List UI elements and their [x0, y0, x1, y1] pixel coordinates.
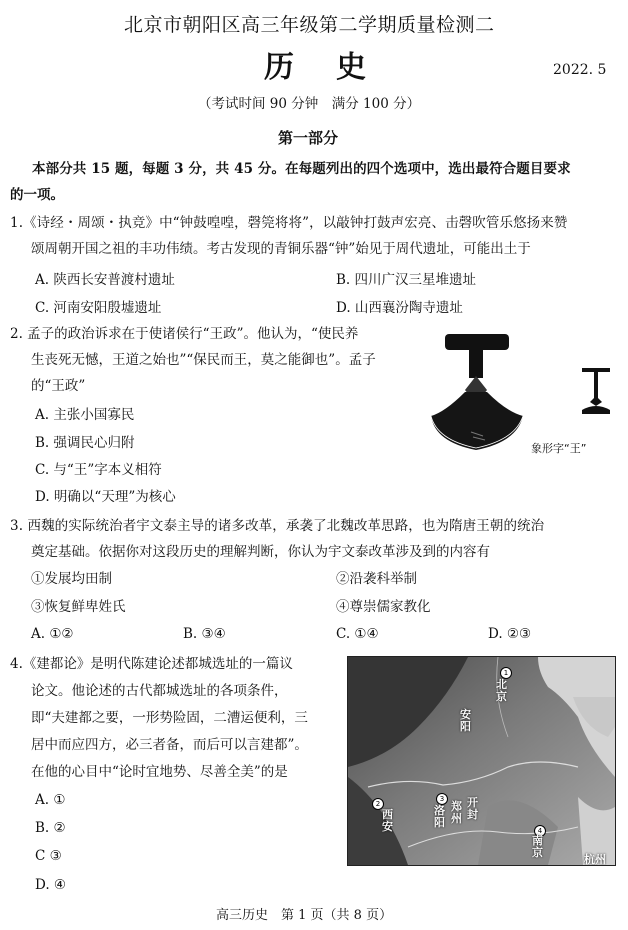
q3-item-4: ④尊崇儒家教化 — [336, 599, 431, 615]
q2-stem-line2: 生丧死无憾，王道之始也”“保民而王，莫之能御也”。孟子 — [31, 352, 376, 368]
figure-caption: 象形字“王” — [531, 442, 587, 455]
map-label-kaifeng: 开封 — [467, 796, 478, 821]
map-marker-3: 3 — [436, 793, 448, 805]
map-label-nanjing: 南京 — [532, 834, 543, 859]
capital-cities-map — [347, 656, 616, 866]
q2-option-d: D. 明确以“天理”为核心 — [35, 489, 176, 505]
terrain-map-image — [348, 657, 615, 865]
part-intro-line1: 本部分共 15 题，每题 3 分，共 45 分。在每题列出的四个选项中，选出最符合题目要求 — [32, 161, 571, 177]
q2-stem-line3: 的“王政” — [31, 378, 86, 394]
q1-stem-line2: 颂周朝开国之祖的丰功伟绩。考古发现的青铜乐器“钟”始见于周代遗址，可能出土于 — [31, 241, 531, 257]
q4-option-b: B. ② — [35, 820, 66, 836]
q1-option-c: C. 河南安阳殷墟遗址 — [35, 300, 162, 316]
q2-stem-line1: 2. 孟子的政治诉求在于使诸侯行“王政”。他认为，“使民养 — [10, 326, 359, 342]
part-intro-line2: 的一项。 — [10, 187, 64, 203]
q3-option-d: D. ②③ — [488, 626, 532, 642]
map-label-xian: 西安 — [382, 808, 393, 833]
map-marker-4: 4 — [534, 825, 546, 837]
q3-stem-line1: 3. 西魏的实际统治者宇文泰主导的诸多改革，承袭了北魏改革思路，也为隋唐王朝的统治 — [10, 518, 545, 534]
map-marker-1: 1 — [500, 667, 512, 679]
exam-title: 北京市朝阳区高三年级第二学期质量检测二 — [124, 14, 495, 36]
q4-stem-line3: 即“夫建都之要，一形势险固，二漕运便利，三 — [31, 710, 308, 726]
q1-option-d: D. 山西襄汾陶寺遗址 — [336, 300, 463, 316]
bronze-axe-figure — [425, 332, 530, 456]
q2-option-a: A. 主张小国寡民 — [35, 407, 135, 423]
exam-date: 2022. 5 — [553, 62, 607, 78]
map-label-hangzhou: 杭州 — [584, 853, 606, 866]
map-marker-2: 2 — [372, 798, 384, 810]
q4-stem-line1: 4.《建都论》是明代陈建论述都城选址的一篇议 — [10, 656, 293, 672]
q4-option-c: C ③ — [35, 848, 62, 864]
q3-item-2: ②沿袭科举制 — [336, 571, 417, 587]
q3-item-3: ③恢复鲜卑姓氏 — [31, 599, 126, 615]
q4-option-d: D. ④ — [35, 877, 67, 893]
map-label-beijing: 北京 — [496, 678, 507, 703]
map-label-anyang: 安阳 — [460, 708, 471, 733]
q3-stem-line2: 奠定基础。依据你对这段历史的理解判断，你认为宇文泰改革涉及到的内容有 — [31, 544, 490, 560]
q4-stem-line2: 论文。他论述的古代都城选址的各项条件， — [31, 683, 288, 699]
q4-stem-line4: 居中而应四方，必三者备，而后可以言建都”。 — [31, 737, 308, 753]
exam-time-info: （考试时间 90 分钟 满分 100 分） — [198, 96, 421, 112]
q3-option-a: A. ①② — [31, 626, 74, 642]
q2-option-b: B. 强调民心归附 — [35, 435, 135, 451]
q3-option-c: C. ①④ — [336, 626, 379, 642]
q1-stem-line1: 1.《诗经・周颂・执竞》中“钟鼓喤喤，磬筦将将”，以敲钟打鼓声宏亮、击磬吹管乐悠扬来赞 — [10, 215, 568, 231]
q3-item-1: ①发展均田制 — [31, 571, 112, 587]
q2-option-c: C. 与“王”字本义相符 — [35, 462, 162, 478]
q1-option-a: A. 陕西长安普渡村遗址 — [35, 272, 175, 288]
wang-pictograph-icon — [580, 366, 612, 418]
q3-option-b: B. ③④ — [183, 626, 226, 642]
map-label-zhengzhou: 郑州 — [451, 800, 462, 825]
map-label-luoyang: 洛阳 — [434, 804, 445, 829]
subject-title: 历 史 — [264, 50, 372, 85]
part-title: 第一部分 — [278, 129, 339, 147]
q4-option-a: A. ① — [35, 792, 66, 808]
q4-stem-line5: 在他的心目中“论时宜地势、尽善全美”的是 — [31, 764, 288, 780]
page-footer: 高三历史 第 1 页（共 8 页） — [216, 908, 393, 923]
q1-option-b: B. 四川广汉三星堆遗址 — [336, 272, 477, 288]
